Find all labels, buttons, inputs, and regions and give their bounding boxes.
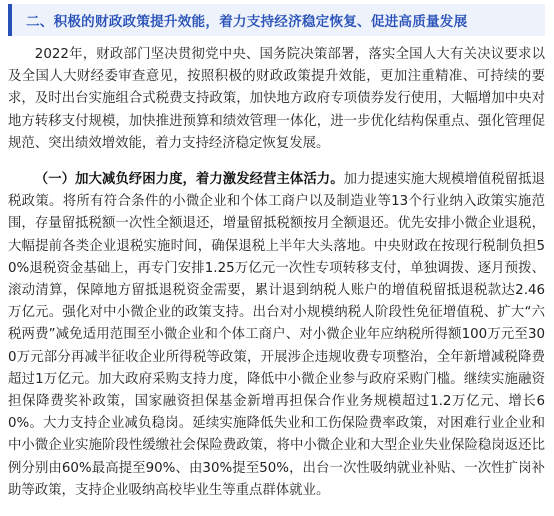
section-title: 二、积极的财政政策提升效能，着力支持经济稳定恢复、促进高质量发展: [26, 14, 468, 30]
paragraph-section-1-text: 加力提速实施大规模增值税留抵退税政策。将所有符合条件的小微企业和个体工商户以及制造业等13个行业纳入政策实施范围，存量留抵税额一次性全额退还，增量留抵税额按月全额退还。优先安排小微企业退税，大幅提前各类企业退税实施时间，确保退税上半年大头落地。中央财政在按现行税制负担50%退税资金基础上，再专门安排1.25万亿元一次性专项转移支付，单独调拨、逐月预拨、滚动清算，保障地方留抵退税资金需要，累计退到纳税人账户的增值税留抵退税款达2.46万亿元。强化对中小微企业的政策支持。出台对小规模纳税人阶段性免征增值税、扩大“六税两费”减免适用范围至小微企业和个体工商户、对小微企业年应纳税所得额100万元至300万元部分再减半征收企业所得税等政策，开展涉企违规收费专项整治，全年新增减税降费超过1万亿元。加大政府采购支持力度，降低中小微企业参与政府采购门槛。继续实施融资担保降费奖补政策，国家融资担保基金新增再担保合作业务规模超过1.2万亿元、增长60%。大力支持企业减负稳岗。延续实施降低失业和工伤保险费率政策，对困难行业企业和中小微企业实施阶段性缓缴社会保险费政策，将中小微企业和大型企业失业保险稳岗返还比例分别由60%最高提至90%、由30%提至50%，出台一次性吸纳就业补贴、一次性扩岗补助等政策，支持企业吸纳高校毕业生等重点群体就业。: [8, 172, 545, 498]
section-header: [8, 4, 545, 36]
paragraph-intro: [8, 44, 545, 155]
paragraph-lead-heading: （一）加大减负纾困力度，着力激发经营主体活力。: [34, 172, 344, 188]
paragraph-section-1: [8, 169, 545, 502]
document-page: [0, 4, 554, 516]
paragraph-intro-text: 2022年，财政部门坚决贯彻党中央、国务院决策部署，落实全国人大有关决议要求以及全国人大财经委审查意见，按照积极的财政政策提升效能，更加注重精准、可持续的要求，及时出台实施组合式税费支持政策，加快地方政府专项债券发行使用，大幅增加中央对地方转移支付规模，加快推进预算和绩效管理一体化，进一步优化结构保重点、强化管理促规范、突出绩效增效能，着力支持经济稳定恢复发展。: [8, 47, 545, 151]
